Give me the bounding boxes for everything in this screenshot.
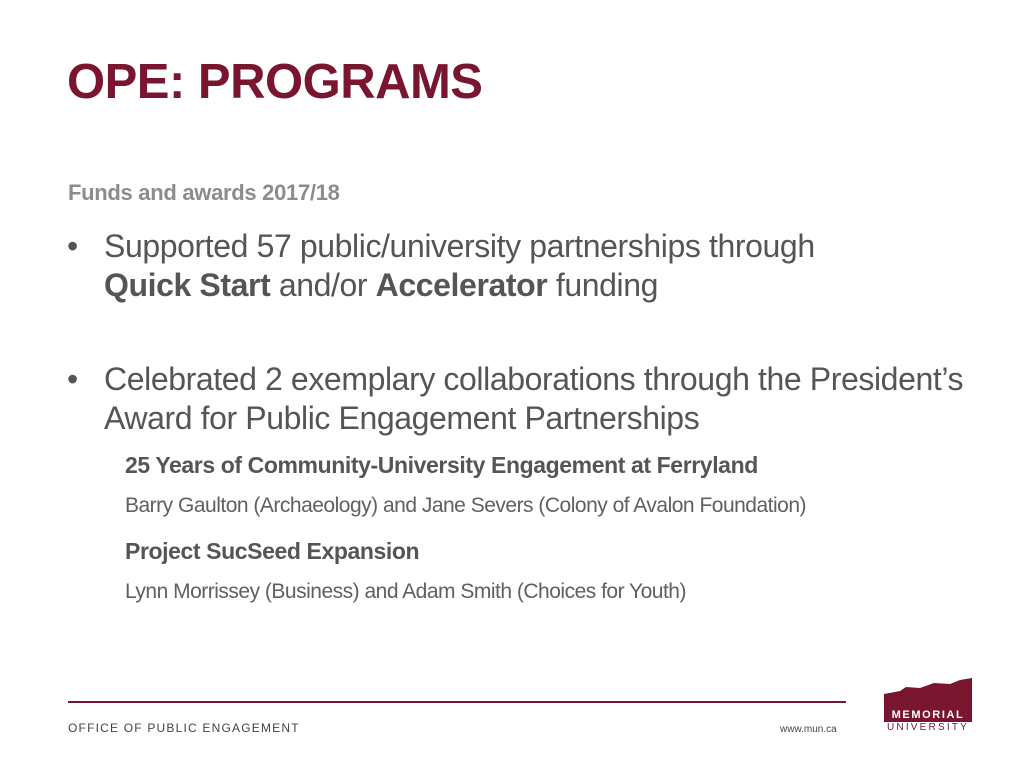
bullet-dot: •: [67, 228, 78, 264]
award-ferryland: [125, 451, 985, 519]
footer-website-link[interactable]: www.mun.ca: [780, 724, 837, 735]
bullet-dot: •: [67, 361, 78, 397]
section-subtitle: Funds and awards 2017/18: [68, 180, 340, 205]
bullet-partnerships-connector: and/or: [270, 267, 376, 303]
bullet-partnerships-tail: funding: [547, 267, 659, 303]
award-title: 25 Years of Community-University Engagement at Ferryland: [125, 452, 758, 478]
bullet-partnerships-text: [104, 227, 967, 305]
award-recipients: Barry Gaulton (Archaeology) and Jane Severs (Colony of Avalon Foundation): [125, 494, 807, 517]
slide-title: OPE: PROGRAMS: [67, 55, 483, 109]
bullet-awards-text: Celebrated 2 exemplary collaborations through the President’s Award for Public Engagement Partnerships: [104, 361, 964, 436]
award-title: Project SucSeed Expansion: [125, 538, 420, 564]
footer-office-name: OFFICE OF PUBLIC ENGAGEMENT: [68, 721, 300, 735]
award-sucseed: [125, 537, 985, 605]
footer-divider: [68, 701, 846, 703]
logo-word-university: UNIVERSITY: [886, 722, 969, 733]
bullet-partnerships-lead: Supported 57 public/university partnerships through: [104, 228, 815, 264]
bullet-partnerships: [67, 227, 967, 305]
accelerator-term: Accelerator: [375, 267, 548, 303]
award-recipients: Lynn Morrissey (Business) and Adam Smith (Choices for Youth): [125, 580, 686, 603]
quick-start-term: Quick Start: [104, 267, 271, 303]
bullet-awards: [67, 360, 967, 438]
logo-word-memorial: MEMORIAL: [891, 709, 965, 721]
memorial-university-logo: [882, 678, 974, 736]
